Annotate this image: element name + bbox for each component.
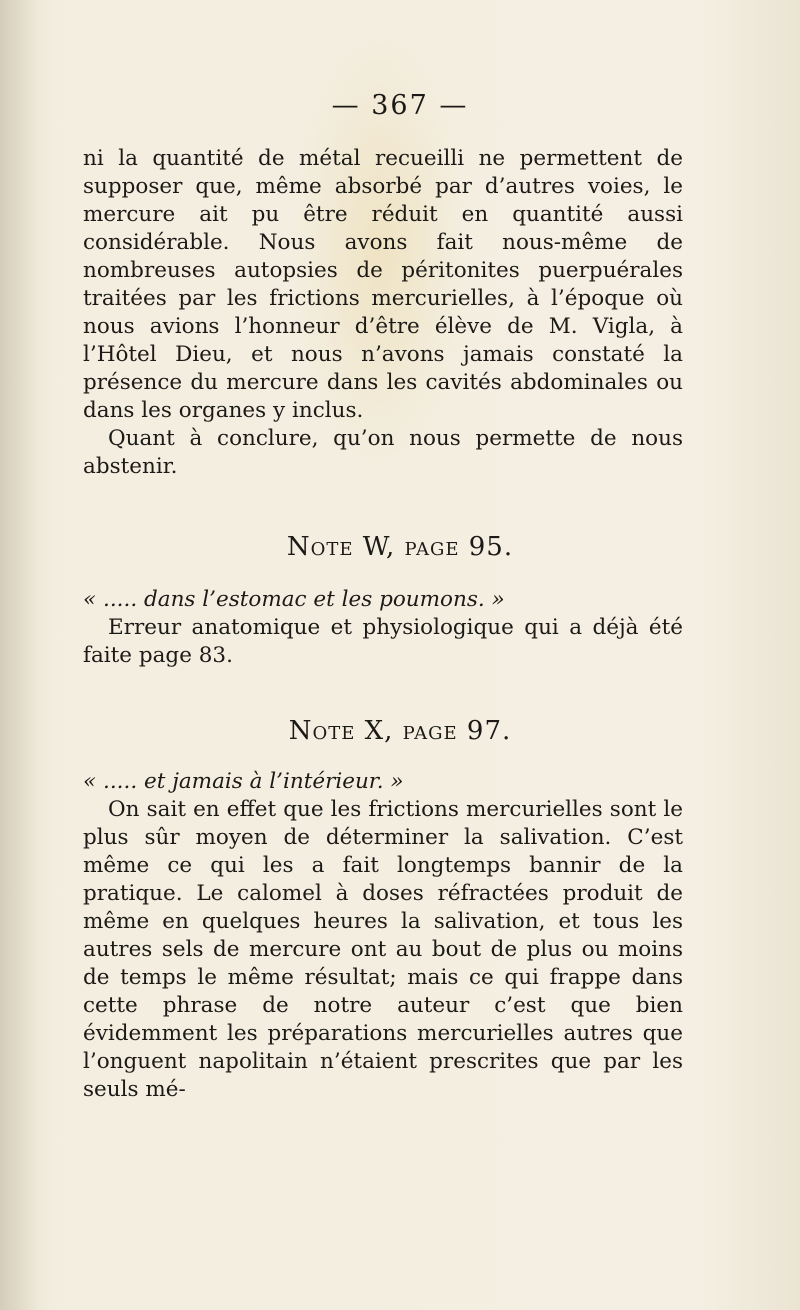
page-edge-shadow <box>0 0 40 1310</box>
note-w-text: Erreur anatomique et physiologique qui a déjà été faite page 83. <box>83 615 683 668</box>
note-x-body <box>83 768 683 1104</box>
paragraph-continuation: ni la quantité de métal recueilli ne permettent de supposer que, même absorbé par d’autres voies, le mercure ait pu être réduit en quantité aussi considérable. Nous avons fait nous-même de nombreuses autopsies de péritonites puerpuérales traitées par les frictions mercurielles, à l’époque où nous avions l’honneur d’être élève de M. Vigla, à l’Hôtel Dieu, et nous n’avons jamais constaté la présence du mercure dans les cavités abdominales ou dans les organes y inclus. <box>83 146 683 423</box>
note-x-text: On sait en effet que les frictions mercurielles sont le plus sûr moyen de déterminer la salivation. C’est même ce qui les a fait longtemps bannir de la pratique. Le calomel à doses réfractées produit de même en quelques heures la salivation, et tous les autres sels de mercure ont au bout de plus ou moins de temps le même résultat; mais ce qui frappe dans cette phrase de notre auteur c’est que bien évidemment les préparations mercurielles autres que l’onguent napolitain n’étaient prescrites que par les seuls mé- <box>83 797 683 1102</box>
note-x-heading: Note X, page 97. <box>288 716 512 746</box>
note-w-quote: « ..... dans l’estomac et les poumons. » <box>83 587 505 612</box>
page-number: — 367 — <box>331 90 469 121</box>
note-w-heading: Note W, page 95. <box>286 532 514 562</box>
body-text-top <box>83 145 683 481</box>
note-w-body <box>83 586 683 670</box>
paragraph-conclusion: Quant à conclure, qu’on nous permette de nous abstenir. <box>83 426 683 479</box>
note-x-quote: « ..... et jamais à l’intérieur. » <box>83 769 404 794</box>
